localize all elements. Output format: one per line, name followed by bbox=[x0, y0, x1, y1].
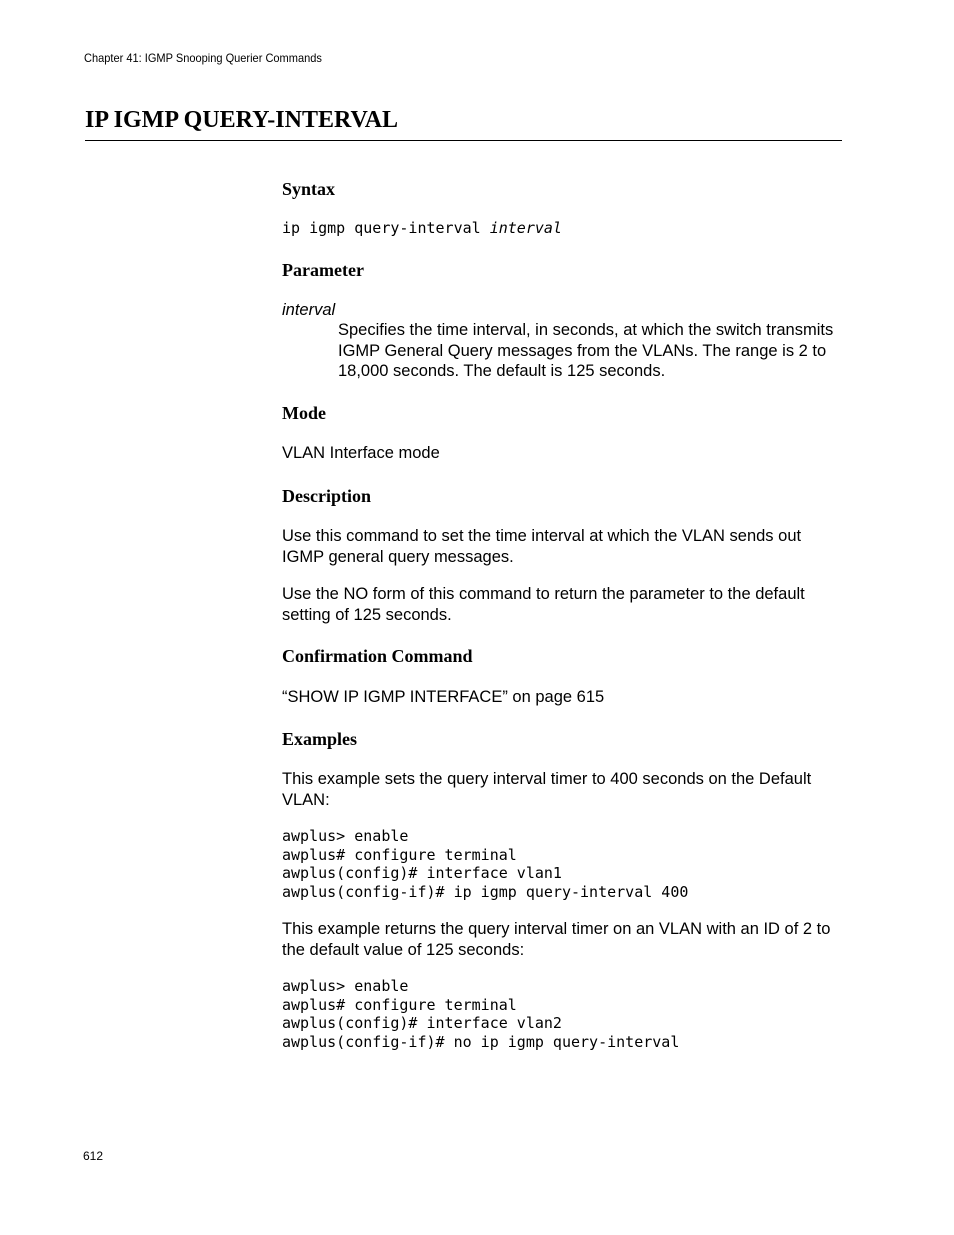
code-line: awplus(config)# interface vlan1 bbox=[282, 864, 562, 883]
code-line: awplus(config-if)# ip igmp query-interval 400 bbox=[282, 883, 689, 902]
code-line: awplus# configure terminal bbox=[282, 995, 517, 1014]
syntax-heading: Syntax bbox=[282, 179, 336, 199]
mode-text: VLAN Interface mode bbox=[282, 444, 440, 462]
parameter-name: interval bbox=[282, 301, 336, 319]
page-number: 612 bbox=[83, 1149, 104, 1163]
example-2-intro: This example returns the query interval timer on an VLAN with an ID of 2 to the default value of 125 seconds: bbox=[282, 920, 831, 959]
parameter-heading: Parameter bbox=[282, 260, 364, 280]
example-1-intro: This example sets the query interval timer to 400 seconds on the Default VLAN: bbox=[282, 770, 812, 809]
title-rule bbox=[85, 140, 842, 141]
examples-heading: Examples bbox=[282, 729, 358, 749]
code-line: awplus# configure terminal bbox=[282, 845, 517, 864]
running-header: Chapter 41: IGMP Snooping Querier Commands bbox=[84, 51, 322, 65]
example-2-code bbox=[282, 977, 679, 1052]
confirmation-heading: Confirmation Command bbox=[282, 646, 473, 666]
page-title: IP IGMP QUERY-INTERVAL bbox=[85, 107, 399, 133]
code-line: awplus> enable bbox=[282, 827, 409, 845]
syntax-command bbox=[282, 219, 562, 238]
example-1-code bbox=[282, 827, 688, 902]
syntax-argument: interval bbox=[489, 219, 562, 237]
parameter-description: Specifies the time interval, in seconds, at which the switch transmits IGMP General Query messages from the VLANs. The range is 2 to 18,000 seconds. The default is 125 seconds. bbox=[338, 321, 834, 380]
confirmation-command-link[interactable]: “SHOW IP IGMP INTERFACE” on page 615 bbox=[282, 688, 605, 706]
syntax-command-text: ip igmp query-interval bbox=[282, 219, 490, 237]
code-line: awplus(config-if)# no ip igmp query-interval bbox=[282, 1033, 680, 1052]
description-paragraph-1: Use this command to set the time interval at which the VLAN sends out IGMP general query messages. bbox=[282, 527, 802, 566]
mode-heading: Mode bbox=[282, 403, 326, 423]
code-line: awplus> enable bbox=[282, 977, 409, 995]
description-paragraph-2: Use the NO form of this command to return the parameter to the default setting of 125 seconds. bbox=[282, 585, 805, 624]
code-line: awplus(config)# interface vlan2 bbox=[282, 1014, 562, 1033]
description-heading: Description bbox=[282, 486, 371, 506]
